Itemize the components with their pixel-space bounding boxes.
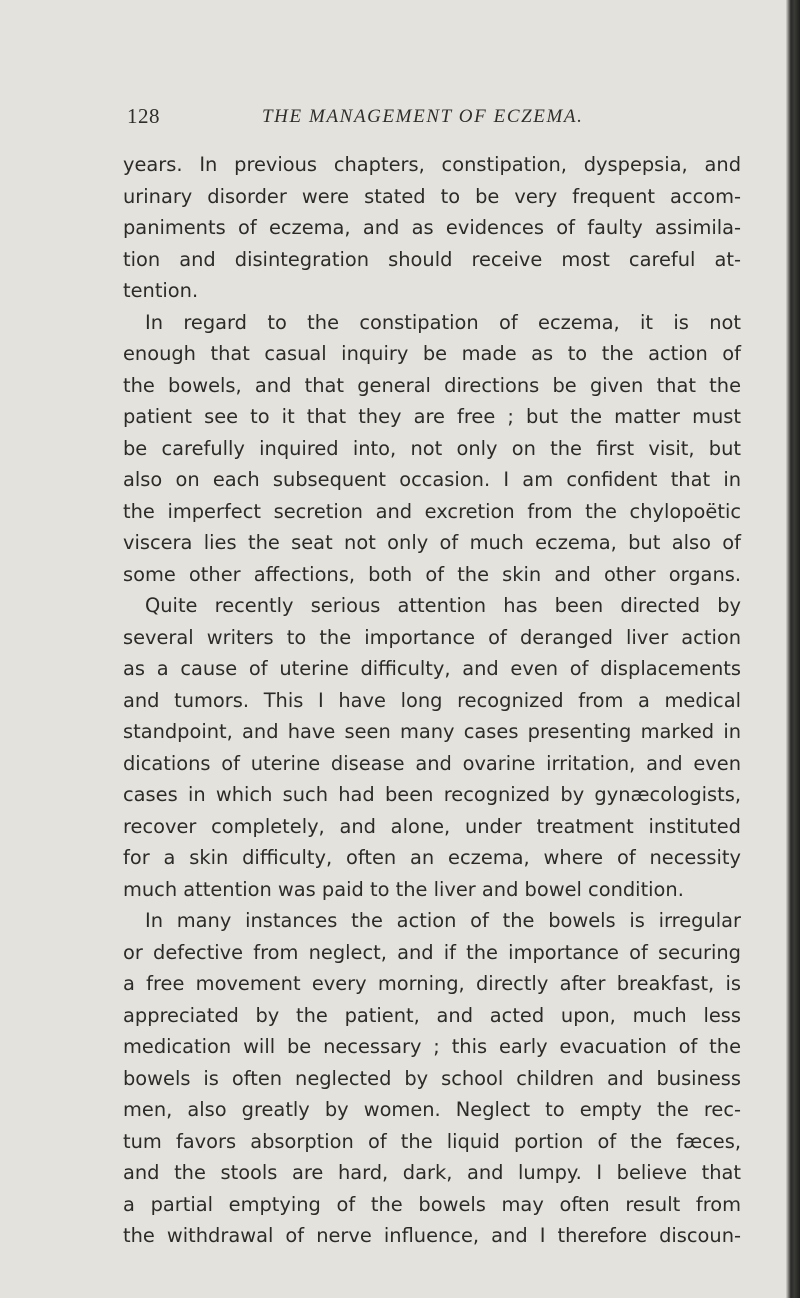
text-line: standpoint, and have seen many cases presenting marked in [123, 720, 741, 743]
text-line: enough that casual inquiry be made as to the action of [123, 342, 741, 365]
text-line: a free movement every morning, directly after breakfast, is [123, 972, 741, 995]
book-binding-edge [786, 0, 800, 1298]
text-line: viscera lies the seat not only of much eczema, but also of [123, 531, 741, 554]
text-line: tion and disintegration should receive most careful at- [123, 247, 741, 271]
text-line: men, also greatly by women. Neglect to empty the rec- [123, 1098, 741, 1121]
text-line: bowels is often neglected by school children and business [123, 1066, 741, 1090]
text-line: In many instances the action of the bowels is irregular [145, 909, 741, 932]
text-line: and tumors. This I have long recognized from a medical [123, 688, 741, 712]
text-line: the imperfect secretion and excretion from the chylopoëtic [123, 499, 741, 523]
text-line: tention. [123, 279, 199, 302]
page-number: 128 [127, 104, 160, 128]
text-line: some other affections, both of the skin and other organs. [123, 562, 741, 586]
text-line: years. In previous chapters, constipation, dyspepsia, and [123, 153, 741, 176]
text-line: medication will be necessary ; this early evacuation of the [123, 1035, 741, 1058]
text-line: dications of uterine disease and ovarine irritation, and even [123, 751, 741, 775]
text-line: the withdrawal of nerve influence, and I therefore discoun- [123, 1224, 741, 1247]
text-line: Quite recently serious attention has been directed by [145, 594, 741, 617]
text-line: recover completely, and alone, under treatment instituted [123, 814, 741, 838]
text-line: the bowels, and that general directions be given that the [123, 373, 741, 397]
text-line: a partial emptying of the bowels may often result from [123, 1192, 741, 1216]
text-line: urinary disorder were stated to be very frequent accom- [123, 184, 741, 208]
text-line: cases in which such had been recognized by gynæcologists, [123, 783, 741, 806]
text-line: In regard to the constipation of eczema, it is not [145, 310, 741, 334]
running-head: THE MANAGEMENT OF ECZEMA. [262, 106, 584, 127]
text-line: or defective from neglect, and if the importance of securing [123, 940, 741, 964]
page-header [0, 104, 786, 134]
text-line: much attention was paid to the liver and bowel condition. [123, 877, 684, 901]
text-line: as a cause of uterine difficulty, and even of displacements [123, 657, 741, 680]
text-line: and the stools are hard, dark, and lumpy. I believe that [123, 1161, 741, 1184]
text-line: be carefully inquired into, not only on the first visit, but [123, 436, 741, 460]
text-line: tum favors absorption of the liquid portion of the fæces, [123, 1129, 741, 1153]
body-text [123, 149, 741, 1252]
text-line: also on each subsequent occasion. I am confident that in [123, 468, 741, 491]
text-line: paniments of eczema, and as evidences of faulty assimila- [123, 216, 741, 239]
text-line: for a skin difficulty, often an eczema, where of necessity [123, 846, 741, 869]
text-line: several writers to the importance of deranged liver action [123, 625, 741, 649]
text-line: appreciated by the patient, and acted upon, much less [123, 1003, 741, 1027]
text-line: patient see to it that they are free ; but the matter must [123, 405, 741, 428]
